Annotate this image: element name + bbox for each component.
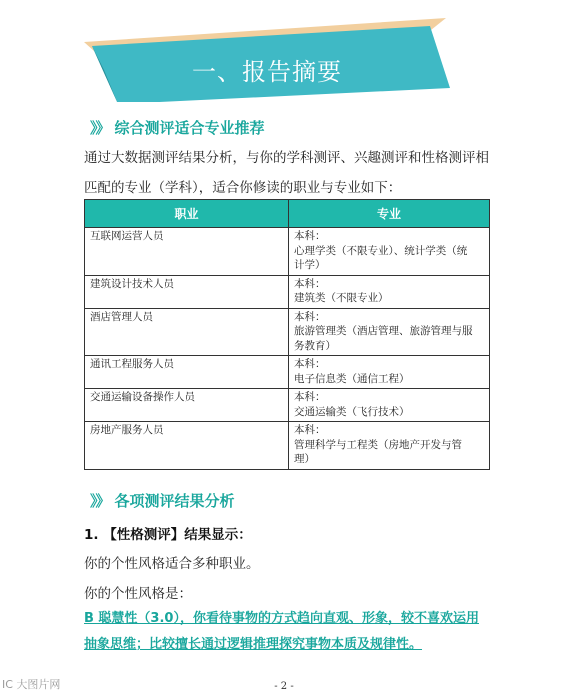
major-line: 电子信息类（通信工程） [294, 372, 410, 385]
career-major-table [84, 199, 490, 470]
major-cell [289, 275, 490, 308]
major-cell [289, 228, 490, 276]
intro-line-2: 匹配的专业（学科），适合你修读的职业与专业如下： [84, 180, 402, 196]
major-line: 本科： [294, 391, 326, 403]
intro-line-1: 通过大数据测评结果分析，与你的学科测评、兴趣测评和性格测评相 [84, 150, 489, 166]
highlight-line-2: 抽象思维；比较擅长通过逻辑推理探究事物本质及规律性。 [84, 637, 423, 652]
personality-subheading: 1. 【性格测评】结果显示： [84, 527, 252, 543]
page-number: - 2 - [274, 681, 294, 692]
column-header-major: 专业 [289, 200, 490, 228]
job-cell: 房地产服务人员 [85, 422, 289, 470]
double-chevron-icon: 》》 [90, 492, 109, 510]
major-line: 本科： [294, 310, 326, 323]
section-title: 综合测评适合专业推荐 [114, 119, 265, 137]
analysis-line-1: 你的个性风格适合多种职业。 [84, 556, 260, 572]
major-line: 理） [294, 453, 315, 465]
major-line: 建筑类（不限专业） [294, 292, 389, 304]
table-row [85, 389, 490, 422]
job-cell: 互联网运营人员 [85, 228, 289, 276]
job-cell: 交通运输设备操作人员 [85, 389, 289, 422]
section-heading-recommendation [90, 117, 265, 138]
job-cell: 酒店管理人员 [85, 308, 289, 356]
table-row [85, 275, 490, 308]
table-row [85, 228, 490, 276]
analysis-line-2: 你的个性风格是： [84, 586, 192, 602]
major-line: 本科： [294, 230, 326, 242]
double-chevron-icon: 》》 [90, 119, 109, 137]
major-cell [289, 356, 490, 389]
job-cell: 建筑设计技术人员 [85, 275, 289, 308]
major-cell [289, 308, 490, 356]
major-line: 务教育） [294, 339, 336, 352]
major-line: 交通运输类（飞行技术） [294, 405, 410, 418]
major-line: 旅游管理类（酒店管理、旅游管理与服 [294, 325, 473, 337]
table-row [85, 356, 490, 389]
column-header-job: 职业 [85, 200, 289, 228]
major-line: 管理科学与工程类（房地产开发与管 [294, 438, 462, 451]
watermark: IC 大图片网 [2, 678, 61, 691]
section-heading-analysis [90, 490, 235, 511]
major-cell [289, 389, 490, 422]
personality-highlight [84, 606, 494, 658]
table-header-row [85, 200, 490, 228]
major-line: 计学） [294, 259, 326, 271]
banner-title: 一、报告摘要 [192, 58, 342, 86]
major-line: 本科： [294, 424, 326, 436]
major-line: 本科： [294, 277, 326, 290]
major-line: 心理学类（不限专业）、统计学类（统 [294, 244, 468, 257]
major-line: 本科： [294, 358, 326, 370]
job-cell: 通讯工程服务人员 [85, 356, 289, 389]
section-title: 各项测评结果分析 [114, 492, 235, 510]
highlight-line-1: B 聪慧性（3.0），你看待事物的方式趋向直观、形象，较不喜欢运用 [84, 611, 479, 626]
table-row [85, 422, 490, 470]
major-cell [289, 422, 490, 470]
table-row [85, 308, 490, 356]
